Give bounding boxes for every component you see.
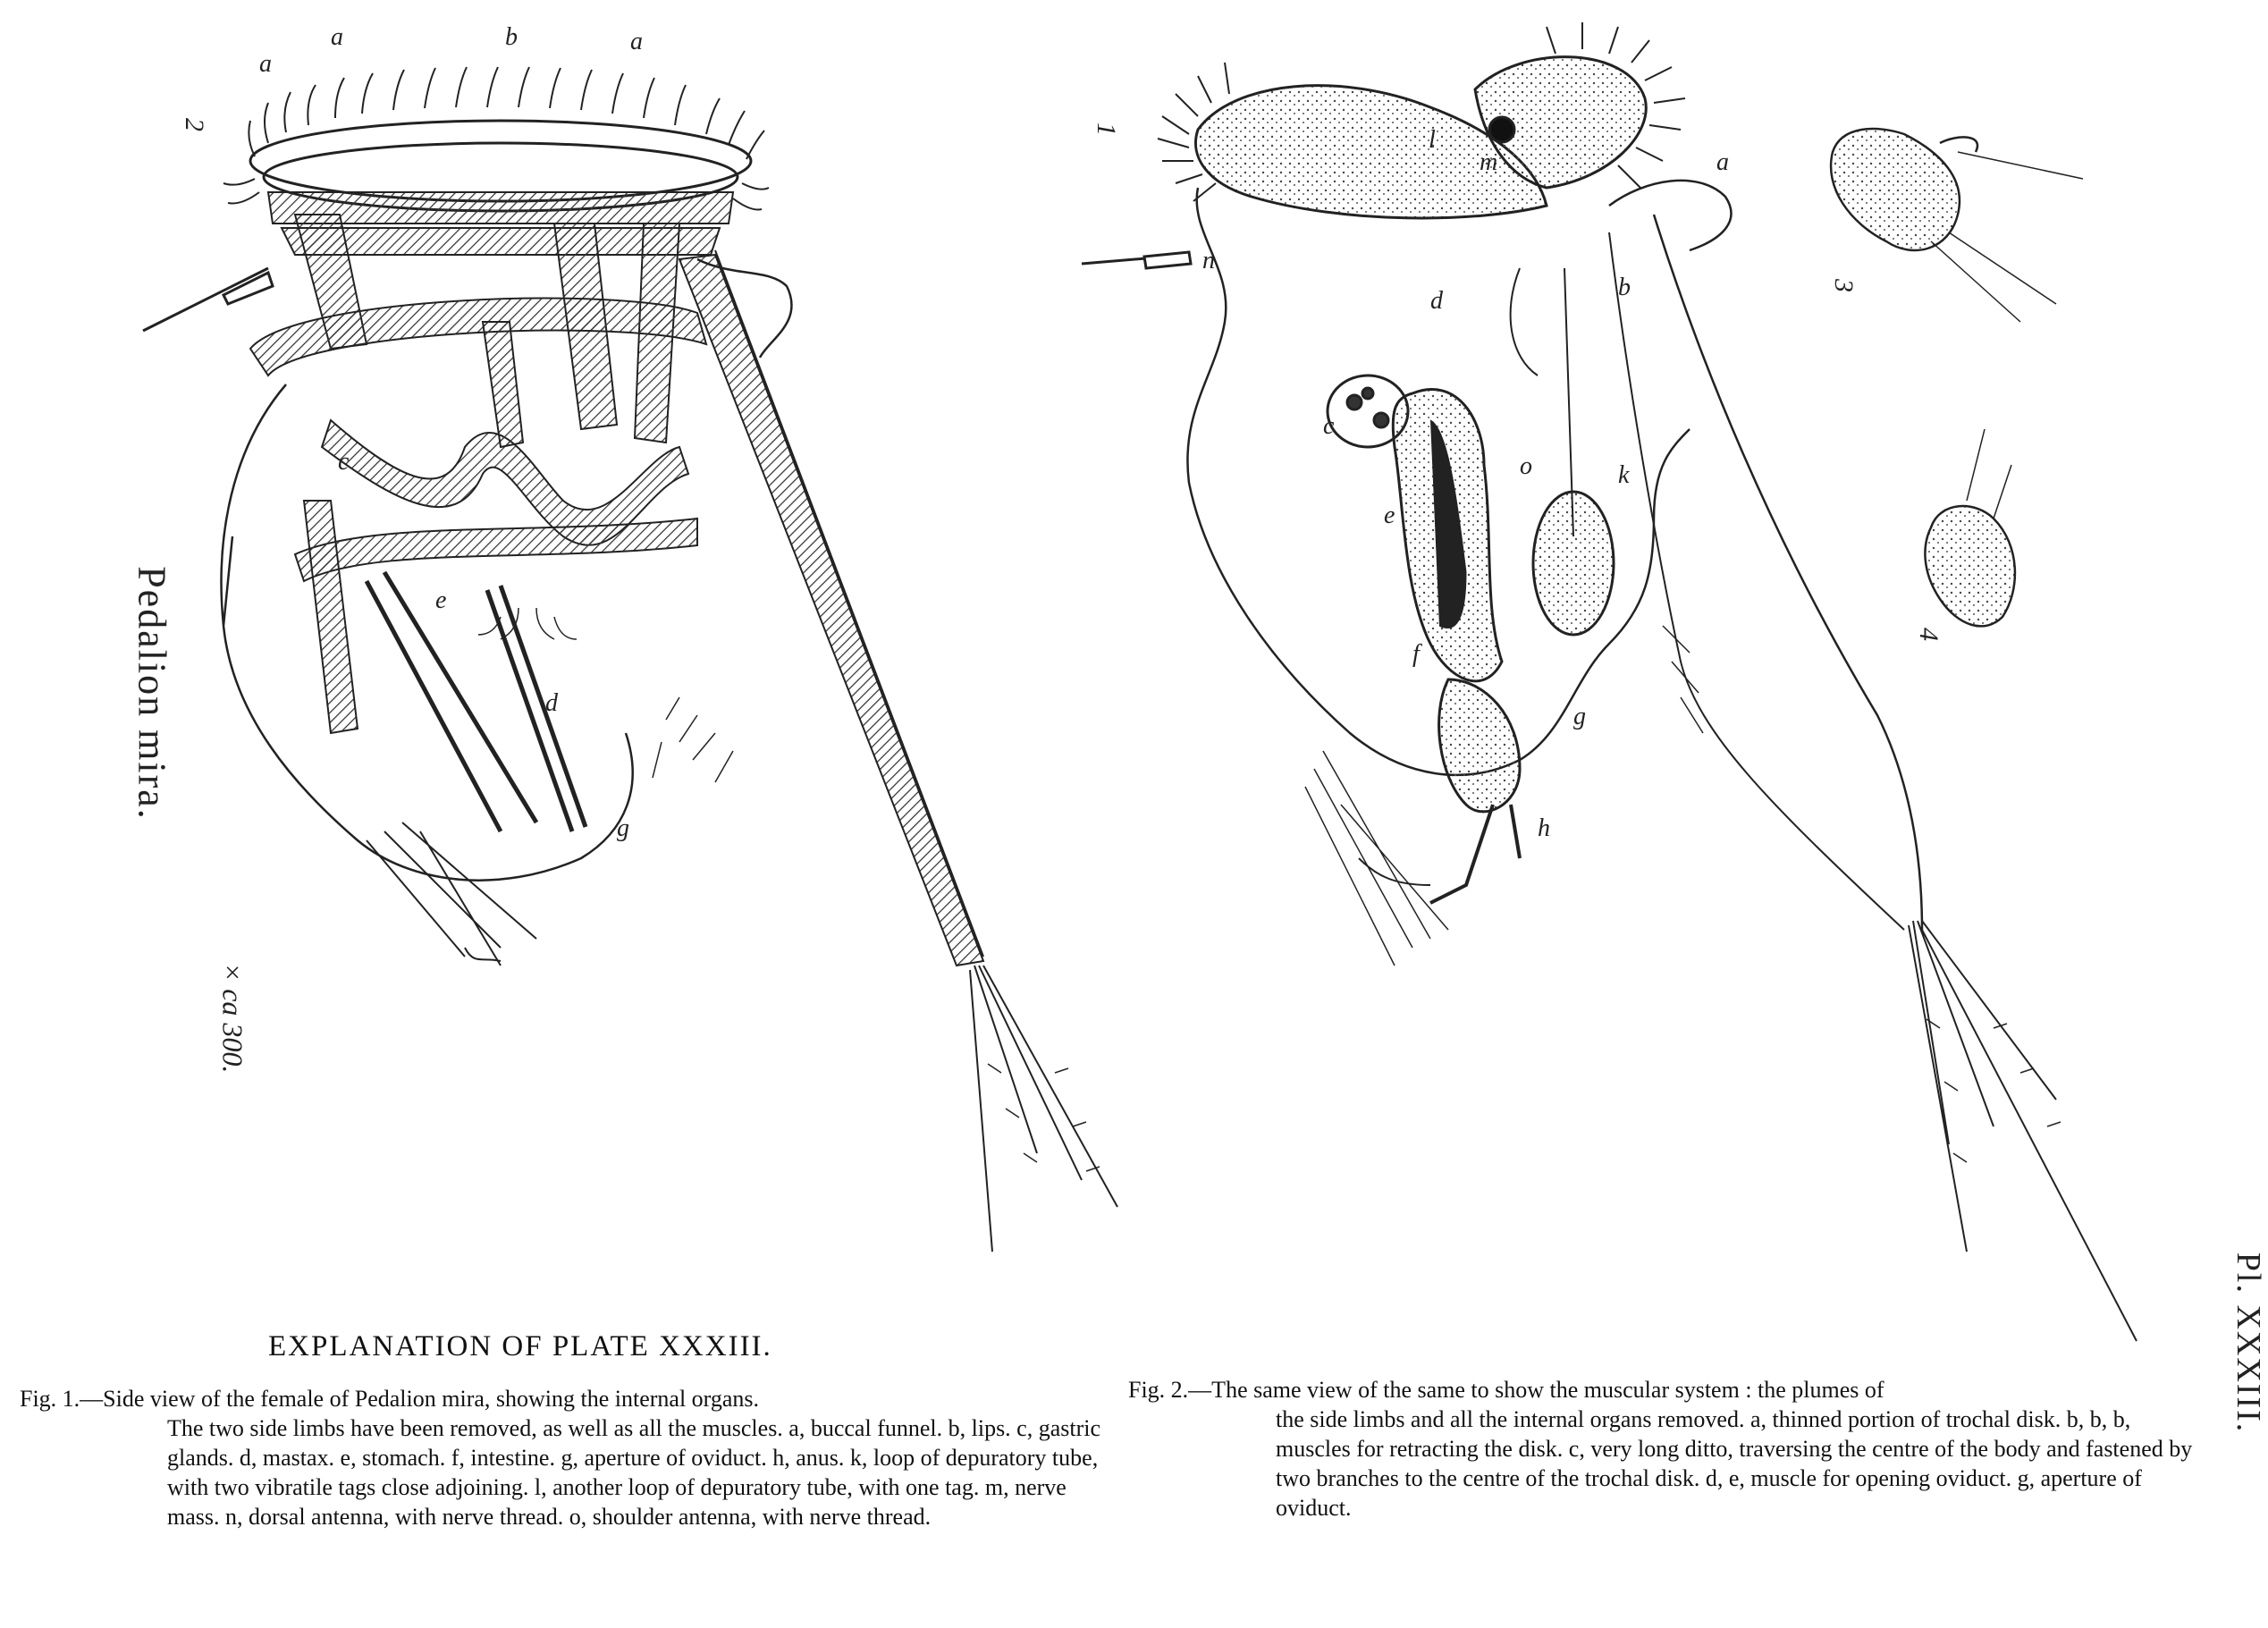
letter-label: h <box>1538 814 1550 842</box>
letter-label: e <box>435 586 447 614</box>
figure-number-2: 2 <box>180 118 209 131</box>
letter-label: g <box>1573 703 1586 730</box>
letter-label: g <box>617 814 629 842</box>
letter-label: c <box>338 448 350 476</box>
letter-label: d <box>545 689 558 717</box>
figure-2-caption-body: the side limbs and all the internal organs removed. a, thinned portion of trochal disk. b, b, b, muscles for retracting the disk. c, very long ditto, traversing the centre of the body and fastened by two branches to the centre of the trochal disk. d, e, muscle for opening oviduct. g, aperture of oviduct. <box>1276 1406 2193 1521</box>
figure-number-4: 4 <box>1914 628 1943 641</box>
figure-4-drawing <box>1925 429 2015 626</box>
letter-label: a <box>259 50 272 78</box>
letter-label: a <box>630 28 643 55</box>
magnification-label: × ca 300. <box>216 962 249 1074</box>
letter-label: a <box>331 23 343 51</box>
letter-label: d <box>1430 287 1443 315</box>
figure-1-caption-body: The two side limbs have been removed, as well as all the muscles. a, buccal funnel. b, lips. c, gastric glands. d, mastax. e, stomach. f, intestine. g, aperture of oviduct. h, anus. k, loop of depuratory tube, with two vibratile tags close adjoining. l, another loop of depuratory tube, with one tag. m, nerve mass. n, dorsal antenna, with nerve thread. o, shoulder antenna, with nerve thread. <box>167 1415 1101 1530</box>
fig1-trochal-disk <box>250 121 751 201</box>
figure-1-caption <box>20 1384 1110 1531</box>
letter-label: l <box>1429 126 1436 154</box>
figure-3-drawing <box>1831 129 2083 322</box>
letter-label: b <box>505 23 518 51</box>
figure-number-1: 1 <box>1092 122 1121 136</box>
letter-label: e <box>1384 502 1395 529</box>
figure-2-caption <box>1128 1375 2210 1523</box>
letter-label: b <box>1618 274 1631 301</box>
letter-label: o <box>1520 452 1532 480</box>
figure-1-drawing <box>143 67 1117 1252</box>
letter-label: a <box>1716 148 1729 176</box>
species-label: Pedalion mira. <box>130 566 174 821</box>
plate-number-label: Pl. XXXIII. <box>2230 1252 2267 1434</box>
letter-label: k <box>1618 461 1630 489</box>
letter-label: n <box>1202 247 1215 274</box>
figure-2-drawing <box>1082 22 2137 1341</box>
letter-label: m <box>1480 148 1498 176</box>
explanation-title: EXPLANATION OF PLATE XXXIII. <box>268 1330 772 1362</box>
figure-2-caption-lead: Fig. 2.—The same view of the same to show the muscular system : the plumes of <box>1128 1377 1884 1403</box>
figure-1-caption-lead: Fig. 1.—Side view of the female of Pedalion mira, showing the internal organs. <box>20 1386 760 1412</box>
figure-number-3: 3 <box>1829 279 1859 292</box>
letter-label: f <box>1412 640 1420 668</box>
letter-label: c <box>1323 412 1335 440</box>
